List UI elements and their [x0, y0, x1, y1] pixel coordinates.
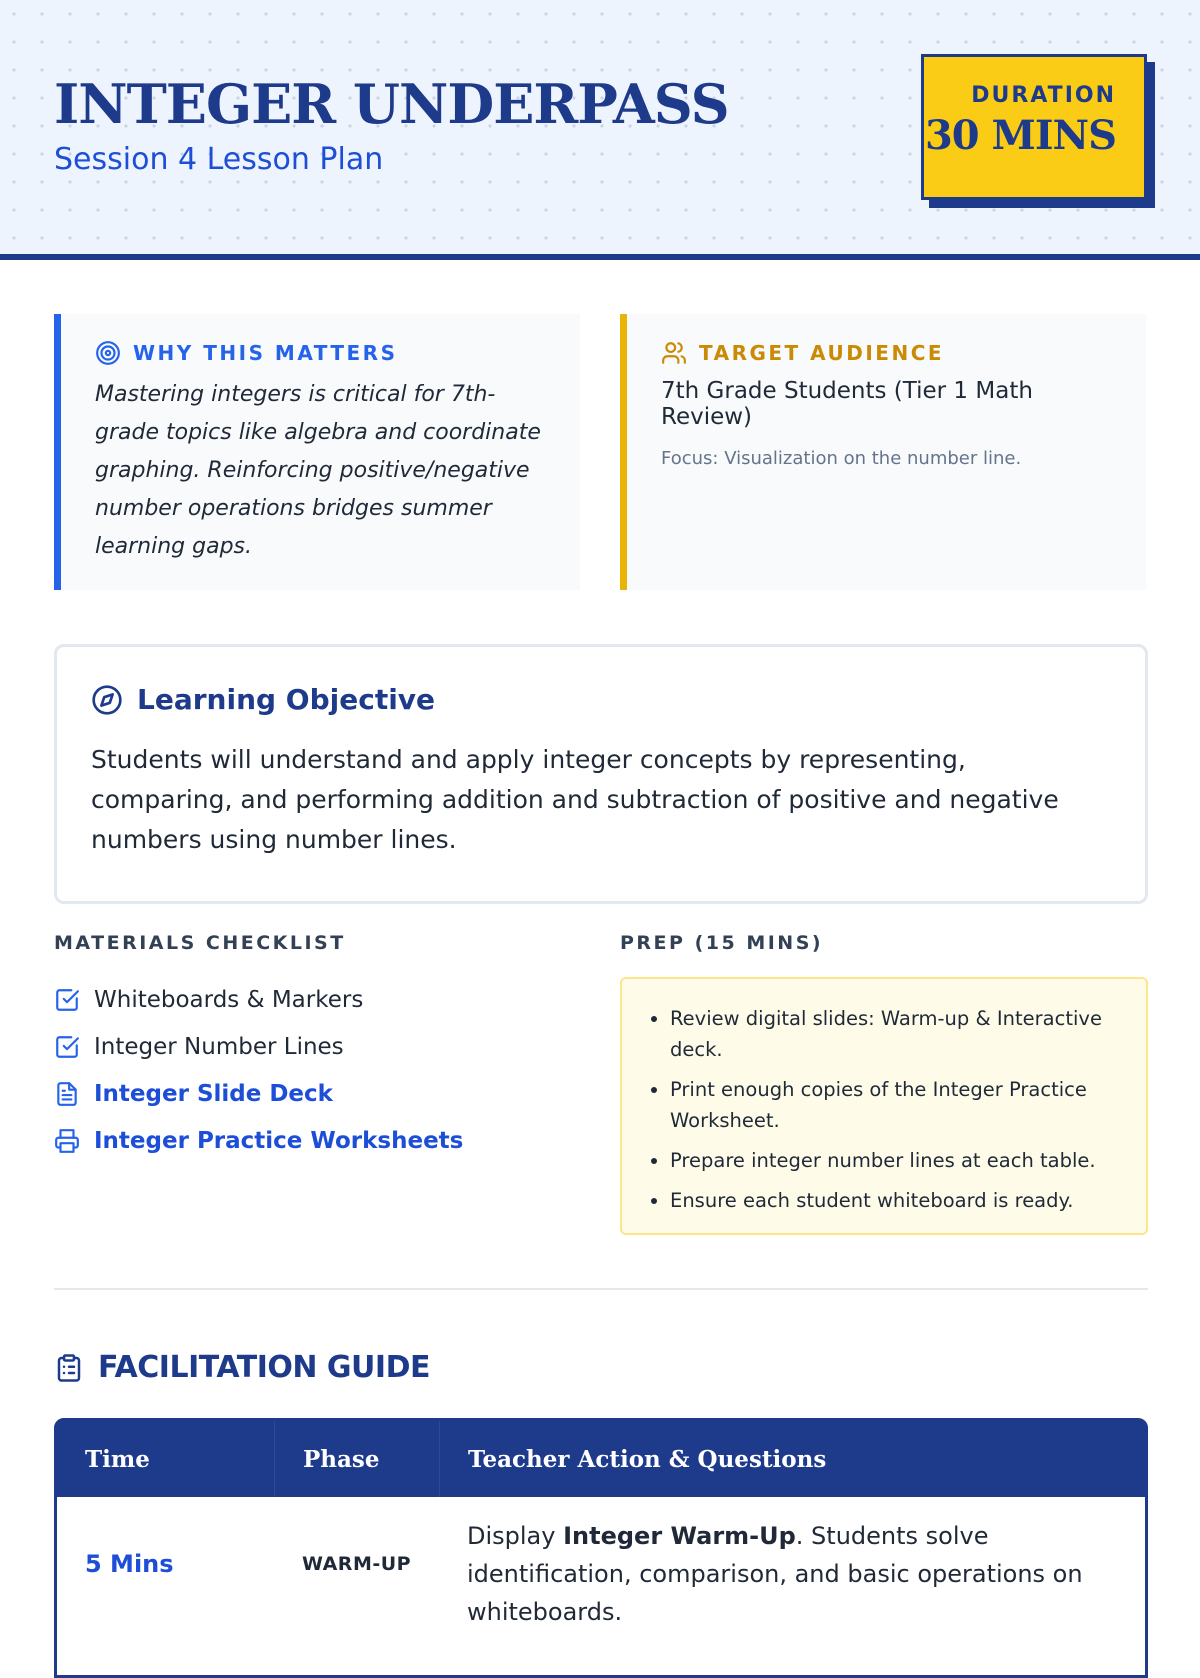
page-subtitle: Session 4 Lesson Plan	[54, 142, 384, 177]
column-header-time: Time	[85, 1445, 150, 1473]
why-text: Mastering integers is critical for 7th-grade topics like algebra and coordinate graphing. Reinforcing positive/negative number operations bridges summer learning gaps.	[95, 382, 541, 559]
audience-main: 7th Grade Students (Tier 1 Math Review)	[661, 378, 1033, 430]
prep-item: • Ensure each student whiteboard is ready.	[670, 1185, 1116, 1216]
material-link-label[interactable]: Integer Slide Deck	[94, 1080, 333, 1107]
audience-card	[620, 314, 1146, 590]
action-text-post: . Students solve identification, comparison, and basic operations on whiteboards.	[467, 1522, 1083, 1626]
prep-box	[620, 977, 1148, 1235]
material-label: Integer Number Lines	[94, 1033, 344, 1060]
row-action	[439, 1497, 1145, 1631]
duration-badge	[921, 54, 1147, 200]
material-item	[54, 1023, 463, 1070]
column-header-phase: Phase	[274, 1421, 439, 1497]
why-label: WHY THIS MATTERS	[133, 341, 398, 365]
users-icon	[661, 340, 687, 366]
why-card	[54, 314, 580, 590]
header	[0, 0, 1200, 260]
clipboard-icon	[54, 1353, 84, 1383]
material-link-label[interactable]: Integer Practice Worksheets	[94, 1127, 464, 1154]
materials-label: MATERIALS CHECKLIST	[54, 932, 346, 954]
slide-deck-link[interactable]	[54, 1070, 463, 1117]
worksheets-link[interactable]	[54, 1117, 463, 1164]
objective-text: Students will understand and apply integer concepts by representing, comparing, and performing addition and subtraction of positive and negative numbers using number lines.	[91, 745, 1059, 854]
prep-item: • Prepare integer number lines at each table.	[670, 1145, 1116, 1176]
learning-objective-card	[54, 644, 1148, 904]
prep-item: • Review digital slides: Warm-up & Interactive deck.	[670, 1003, 1116, 1065]
duration-value: 30 MINS	[924, 112, 1116, 159]
materials-list	[54, 976, 463, 1164]
table-row	[57, 1497, 1145, 1631]
column-header-action: Teacher Action & Questions	[439, 1421, 1145, 1497]
action-text-pre: Display	[467, 1522, 564, 1550]
printer-icon	[54, 1128, 80, 1154]
material-label: Whiteboards & Markers	[94, 986, 364, 1013]
audience-label: TARGET AUDIENCE	[699, 341, 945, 365]
section-divider	[54, 1288, 1148, 1290]
row-phase: WARM-UP	[302, 1553, 412, 1575]
compass-icon	[91, 684, 123, 716]
duration-label: DURATION	[971, 83, 1116, 108]
table-header	[57, 1421, 1145, 1497]
facilitation-table	[54, 1418, 1148, 1678]
objective-title: Learning Objective	[137, 683, 436, 716]
audience-focus: Focus: Visualization on the number line.	[661, 448, 1022, 469]
checkbox-icon	[54, 1034, 80, 1060]
prep-item: • Print enough copies of the Integer Practice Worksheet.	[670, 1074, 1116, 1136]
action-text-bold: Integer Warm-Up	[563, 1522, 796, 1550]
facilitation-heading	[54, 1350, 430, 1385]
checkbox-icon	[54, 987, 80, 1013]
facilitation-title: FACILITATION GUIDE	[98, 1350, 430, 1385]
material-item	[54, 976, 463, 1023]
page-title: INTEGER UNDERPASS	[54, 72, 729, 136]
target-icon	[95, 340, 121, 366]
row-time: 5 Mins	[85, 1550, 174, 1578]
prep-label: PREP (15 MINS)	[620, 932, 824, 954]
document-icon	[54, 1081, 80, 1107]
prep-list	[670, 1003, 1116, 1216]
